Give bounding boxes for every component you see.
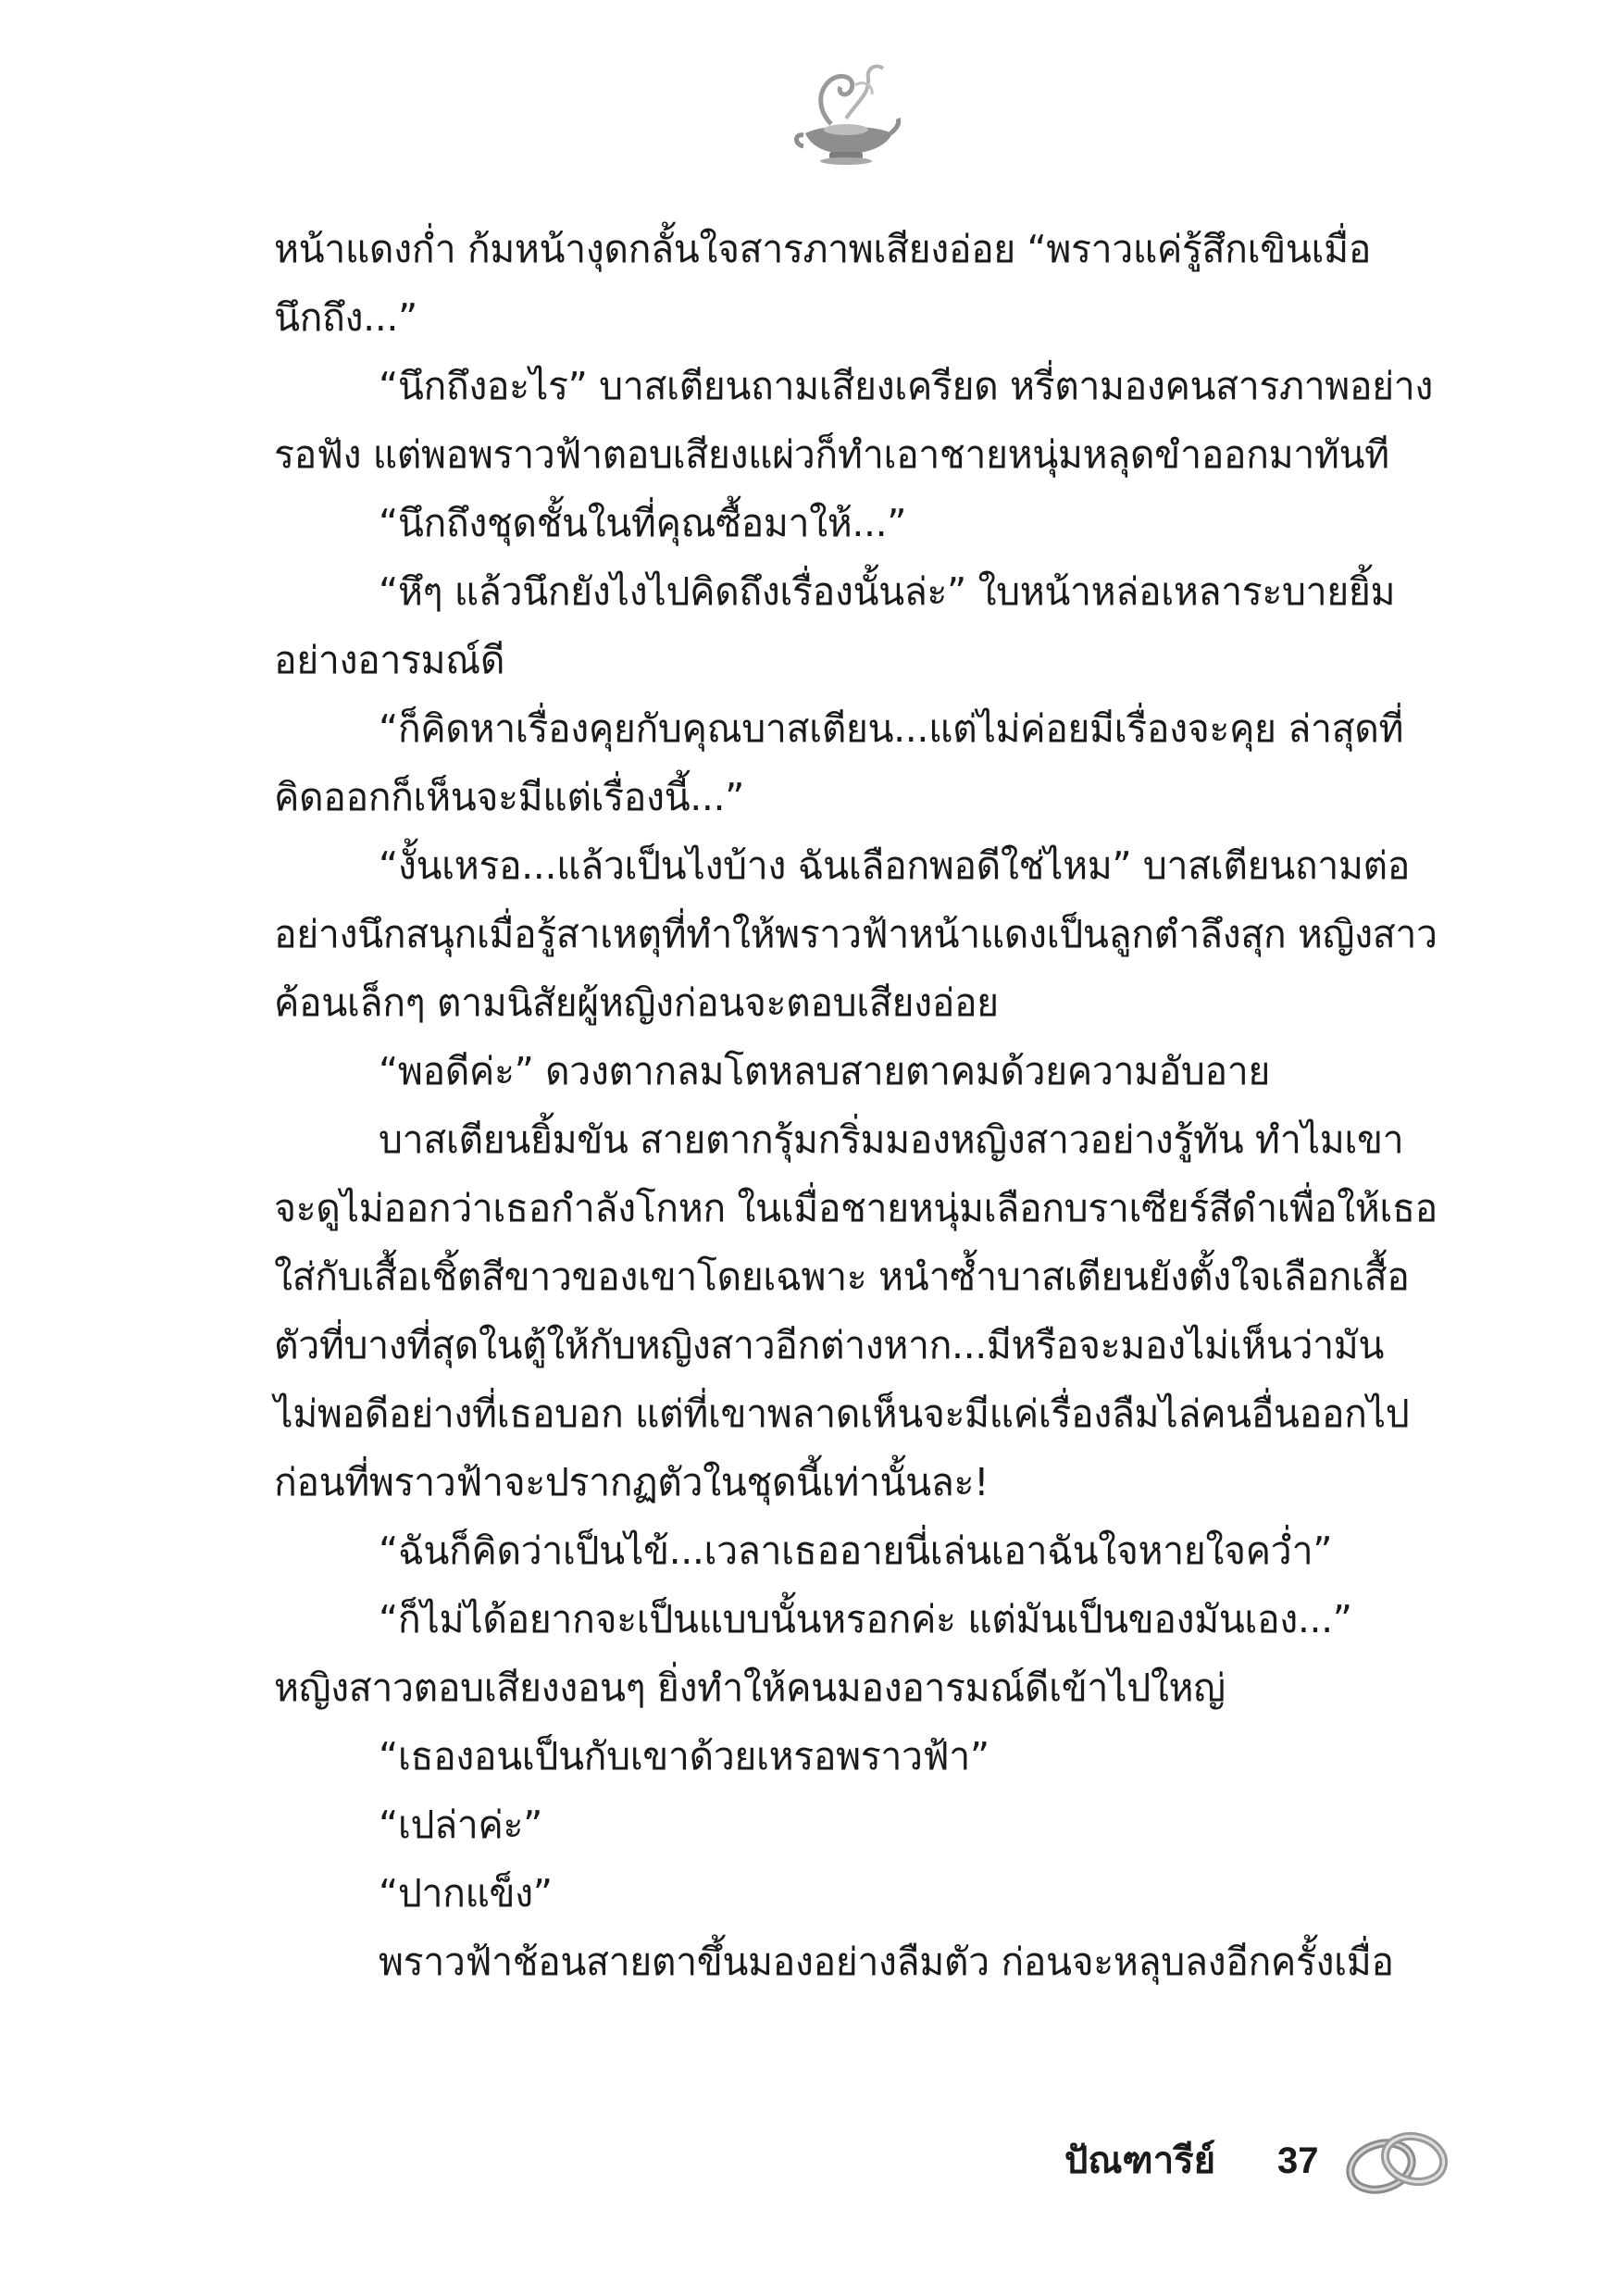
- text-line: “พอดีค่ะ” ดวงตากลมโตหลบสายตาคมด้วยความอับอาย: [379, 1049, 1271, 1093]
- text-line: รอฟัง แต่พอพราวฟ้าตอบเสียงแผ่วก็ทำเอาชายหนุ่มหลุดขำออกมาทันที: [274, 432, 1389, 477]
- text-line: คิดออกก็เห็นจะมีแต่เรื่องนี้...”: [274, 775, 744, 819]
- text-line: ค้อนเล็กๆ ตามนิสัยผู้หญิงก่อนจะตอบเสียงอ่อย: [274, 980, 999, 1025]
- text-line: “หึๆ แล้วนึกยังไงไปคิดถึงเรื่องนั้นล่ะ” ใบหน้าหล่อเหลาระบายยิ้ม: [379, 569, 1396, 614]
- text-line: ตัวที่บางที่สุดในตู้ให้กับหญิงสาวอีกต่างหาก...มีหรือจะมองไม่เห็นว่ามัน: [274, 1323, 1384, 1367]
- author-name: ปัณฑารีย์: [1064, 2140, 1216, 2182]
- text-line: หน้าแดงก่ำ ก้มหน้างุดกลั้นใจสารภาพเสียงอ่อย “พราวแค่รู้สึกเขินเมื่อ: [274, 227, 1371, 271]
- text-line: “นึกถึงอะไร” บาสเตียนถามเสียงเครียด หรี่ตามองคนสารภาพอย่าง: [379, 364, 1434, 408]
- text-line: พราวฟ้าช้อนสายตาขึ้นมองอย่างลืมตัว ก่อนจะหลุบลงอีกครั้งเมื่อ: [379, 1940, 1394, 1984]
- wedding-rings-icon: [1340, 2120, 1453, 2203]
- text-line: อย่างนึกสนุกเมื่อรู้สาเหตุที่ทำให้พราวฟ้าหน้าแดงเป็นลูกตำลึงสุก หญิงสาว: [274, 912, 1438, 956]
- text-line: “งั้นเหรอ...แล้วเป็นไงบ้าง ฉันเลือกพอดีใช่ไหม” บาสเตียนถามต่อ: [379, 843, 1410, 888]
- text-line: “เธองอนเป็นกับเขาด้วยเหรอพราวฟ้า”: [379, 1734, 989, 1778]
- page-number: 37: [1277, 2140, 1319, 2181]
- text-line: ก่อนที่พราวฟ้าจะปรากฏตัวในชุดนี้เท่านั้นละ!: [274, 1460, 989, 1504]
- text-line: บาสเตียนยิ้มขัน สายตากรุ้มกริ่มมองหญิงสาวอย่างรู้ทัน ทำไมเขา: [379, 1117, 1404, 1162]
- text-line: จะดูไม่ออกว่าเธอกำลังโกหก ในเมื่อชายหนุ่มเลือกบราเซียร์สีดำเพื่อให้เธอ: [274, 1186, 1438, 1230]
- text-line: “ก็คิดหาเรื่องคุยกับคุณบาสเตียน...แต่ไม่ค่อยมีเรื่องจะคุย ล่าสุดที่: [379, 706, 1404, 751]
- text-line: “ปากแข็ง”: [379, 1871, 553, 1915]
- text-line: ไม่พอดีอย่างที่เธอบอก แต่ที่เขาพลาดเห็นจะมีแค่เรื่องลืมไล่คนอื่นออกไป: [274, 1391, 1410, 1436]
- page-footer: [1064, 2120, 1472, 2205]
- text-line: อย่างอารมณ์ดี: [274, 638, 505, 682]
- text-line: นึกถึง...”: [274, 295, 417, 340]
- text-line: “ก็ไม่ได้อยากจะเป็นแบบนั้นหรอกค่ะ แต่มันเป็นของมันเอง...”: [379, 1597, 1352, 1641]
- text-line: “เปล่าค่ะ”: [379, 1803, 542, 1847]
- text-line: ใส่กับเสื้อเชิ้ตสีขาวของเขาโดยเฉพาะ หนำซ้ำบาสเตียนยังตั้งใจเลือกเสื้อ: [274, 1254, 1410, 1299]
- text-line: “นึกถึงชุดชั้นในที่คุณซื้อมาให้...”: [379, 501, 907, 545]
- text-line: หญิงสาวตอบเสียงงอนๆ ยิ่งทำให้คนมองอารมณ์ดีเข้าไปใหญ่: [274, 1666, 1226, 1710]
- genie-lamp-icon: [790, 57, 902, 167]
- text-line: “ฉันก็คิดว่าเป็นไข้...เวลาเธออายนี่เล่นเอาฉันใจหายใจคว่ำ”: [379, 1529, 1333, 1573]
